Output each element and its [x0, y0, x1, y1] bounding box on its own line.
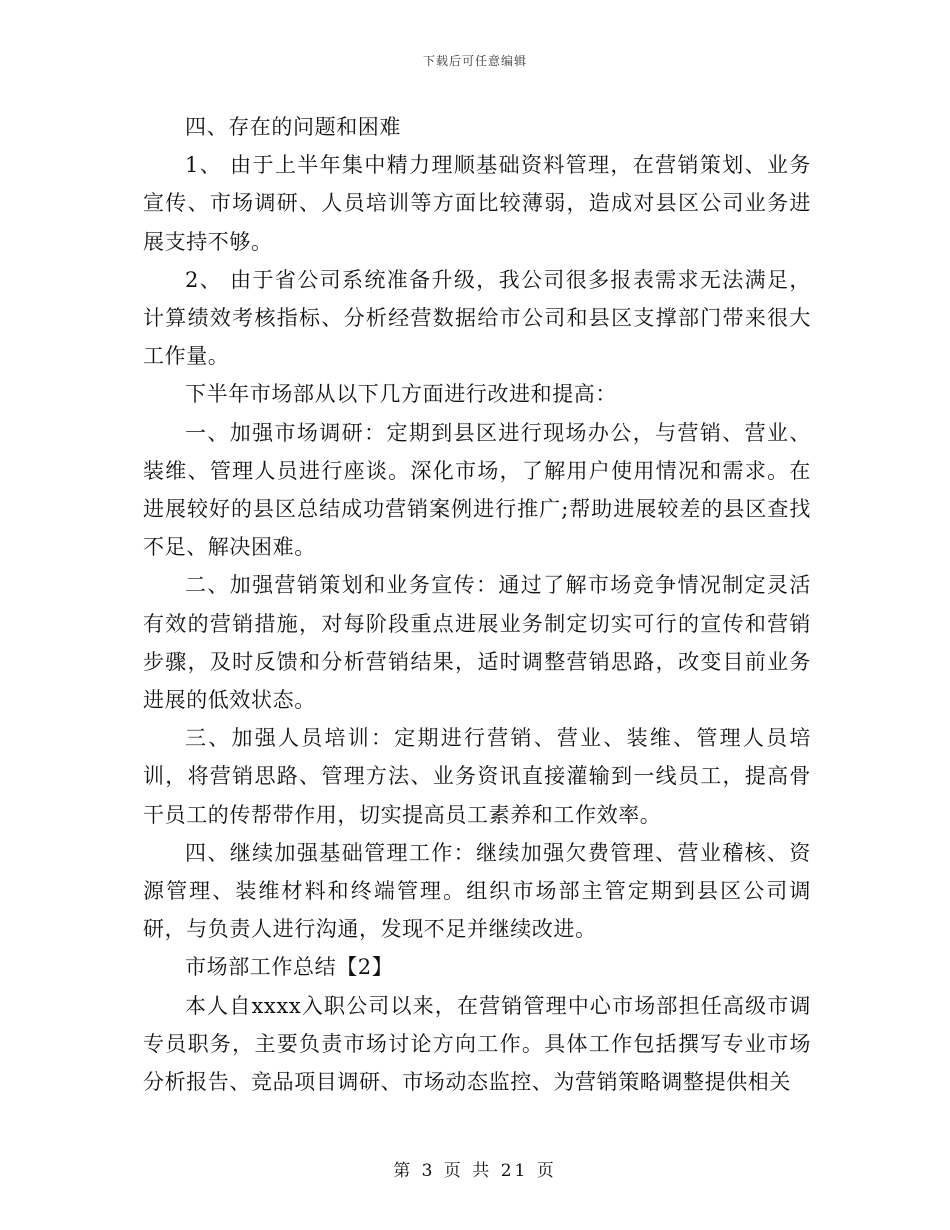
- section-heading-summary-2: 市场部工作总结【2】: [185, 955, 394, 980]
- paragraph-improvement-4: 四、继续加强基础管理工作：继续加强欠费管理、营业稽核、资源管理、装维材料和终端管理。组织市场部主管定期到县区公司调研，与负责人进行沟通，发现不足并继续改进。: [143, 840, 811, 942]
- paragraph-summary-intro: 本人自xxxx入职公司以来，在营销管理中心市场部担任高级市调专员职务，主要负责市场讨论方向工作。具体工作包括撰写专业市场分析报告、竞品项目调研、市场动态监控、为营销策略调整提供相关: [143, 993, 811, 1095]
- page-number: 第 3 页 共 21 页: [393, 1161, 557, 1181]
- paragraph-improvement-2: 二、加强营销策划和业务宣传：通过了解市场竞争情况制定灵活有效的营销措施，对每阶段重点进展业务制定切实可行的宣传和营销步骤，及时反馈和分析营销结果，适时调整营销思路，改变目前业务进展的低效状态。: [143, 573, 811, 713]
- paragraph-problem-1: 1、 由于上半年集中精力理顺基础资料管理，在营销策划、业务宣传、市场调研、人员培训等方面比较薄弱，造成对县区公司业务进展支持不够。: [143, 153, 811, 254]
- paragraph-improvement-3: 三、加强人员培训：定期进行营销、营业、装维、管理人员培训，将营销思路、管理方法、业务资讯直接灌输到一线员工，提高骨干员工的传帮带作用，切实提高员工素养和工作效率。: [143, 726, 811, 827]
- section-heading-problems: 四、存在的问题和困难: [185, 115, 401, 139]
- paragraph-problem-2: 2、 由于省公司系统准备升级，我公司很多报表需求无法满足，计算绩效考核指标、分析经营数据给市公司和县区支撑部门带来很大工作量。: [143, 267, 811, 369]
- paragraph-improvement-1: 一、加强市场调研：定期到县区进行现场办公，与营销、营业、装维、管理人员进行座谈。深化市场，了解用户使用情况和需求。在进展较好的县区总结成功营销案例进行推广;帮助进展较差的县区查找不足、解决困难。: [143, 420, 811, 560]
- page-header-note: 下载后可任意编辑: [422, 54, 527, 68]
- paragraph-improvement-intro: 下半年市场部从以下几方面进行改进和提高：: [185, 382, 617, 407]
- document-body: [143, 108, 811, 1101]
